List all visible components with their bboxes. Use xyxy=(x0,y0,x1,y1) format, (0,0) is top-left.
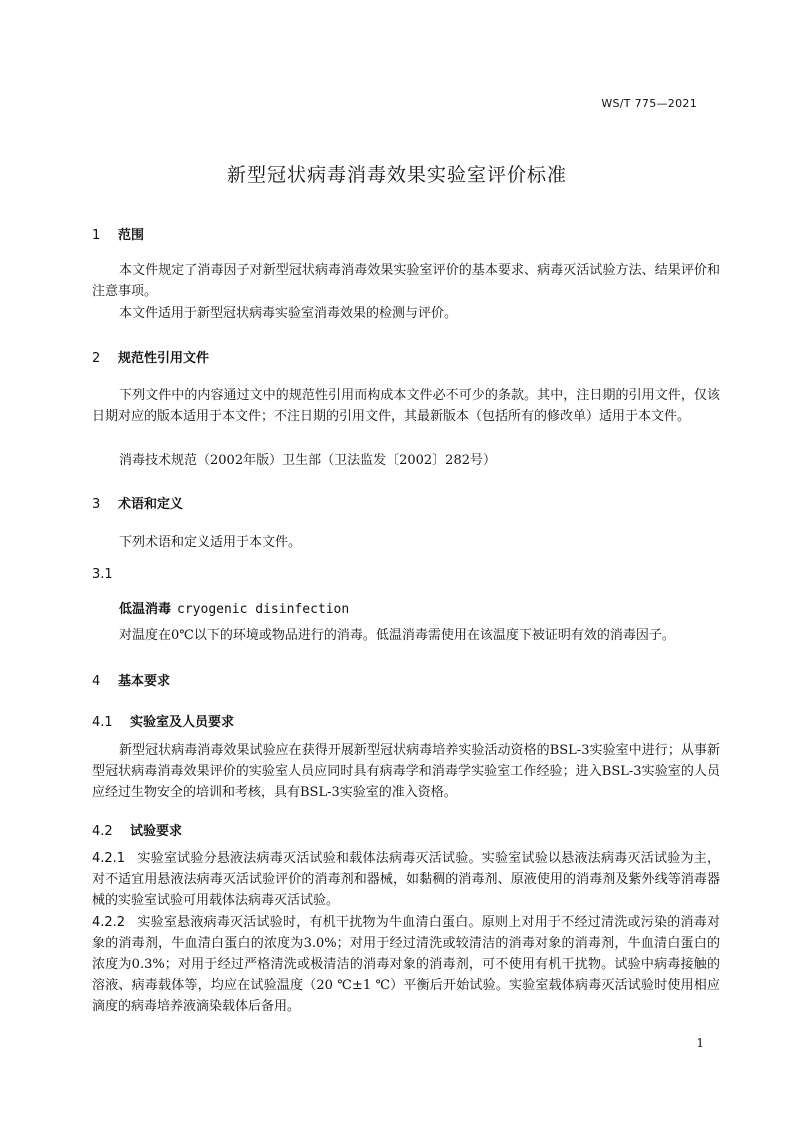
subsection-title: 试验要求 xyxy=(130,824,183,839)
section-number: 2 xyxy=(92,351,101,366)
section-3-heading xyxy=(92,493,183,512)
term-3-1-definition: 对温度在0℃以下的环境或物品进行的消毒。低温消毒需使用在该温度下被证明有效的消毒因子。 xyxy=(119,628,675,643)
term-chinese: 低温消毒 xyxy=(119,602,172,617)
section-2-paragraph-1: 下列文件中的内容通过文中的规范性引用而构成本文件必不可少的条款。其中，注日期的引用文件，仅该日期对应的版本适用于本文件；不注日期的引用文件，其最新版本（包括所有的修改单）适用于本文件。 xyxy=(92,388,720,424)
section-4-heading xyxy=(92,670,170,689)
section-3-paragraph-1: 下列术语和定义适用于本文件。 xyxy=(119,535,302,550)
subsection-number: 4.1 xyxy=(92,715,113,730)
section-number: 4 xyxy=(92,674,101,689)
section-4-1-heading xyxy=(92,711,234,730)
term-3-1-number: 3.1 xyxy=(92,567,113,582)
clause-4-2-2 xyxy=(92,912,720,1017)
section-1-heading xyxy=(92,224,144,243)
section-title: 范围 xyxy=(118,228,145,243)
section-4-2-heading xyxy=(92,820,182,839)
section-4-1-paragraph: 新型冠状病毒消毒效果试验应在获得开展新型冠状病毒培养实验活动资格的BSL-3实验室中进行；从事新型冠状病毒消毒效果评价的实验室人员应同时具有病毒学和消毒学实验室工作经验；进入BSL-3实验室的人员应经过生物安全的培训和考核，具有BSL-3实验室的准入资格。 xyxy=(92,743,720,800)
clause-text: 实验室试验分悬液法病毒灭活试验和载体法病毒灭活试验。实验室试验以悬液法病毒灭活试验为主，对不适宜用悬液法病毒灭活试验评价的消毒剂和器械，如黏稠的消毒剂、原液使用的消毒剂及紫外线等消毒器械的实验室试验可用载体法病毒灭活试验。 xyxy=(92,851,720,908)
section-title: 术语和定义 xyxy=(118,497,184,512)
subsection-number: 4.2 xyxy=(92,824,113,839)
clause-text: 实验室悬液病毒灭活试验时，有机干扰物为牛血清白蛋白。原则上对用于不经过清洗或污染的消毒对象的消毒剂，牛血清白蛋白的浓度为3.0%；对用于经过清洗或较清洁的消毒对象的消毒剂，牛血清白蛋白的浓度为0.3%；对用于经过严格清洗或极清洁的消毒对象的消毒剂，可不使用有机干扰物。试验中病毒接触的溶液、病毒载体等，均应在试验温度（20 ℃±1 ℃）平衡后开始试验。实验室载体病毒灭活试验时使用相应滴度的病毒培养液滴染载体后备用。 xyxy=(92,915,720,1014)
document-title: 新型冠状病毒消毒效果实验室评价标准 xyxy=(226,164,567,186)
page-number: 1 xyxy=(696,1036,704,1050)
term-3-1 xyxy=(119,598,349,617)
section-title: 规范性引用文件 xyxy=(118,351,210,366)
section-2-reference: 消毒技术规范（2002年版）卫生部（卫法监发〔2002〕282号） xyxy=(119,453,496,468)
clause-number: 4.2.1 xyxy=(92,851,126,866)
standard-code: WS/T 775—2021 xyxy=(601,97,697,110)
section-number: 1 xyxy=(92,228,101,243)
section-number: 3 xyxy=(92,497,101,512)
clause-number: 4.2.2 xyxy=(92,915,126,930)
section-2-heading xyxy=(92,347,209,366)
section-1-paragraph-2: 本文件适用于新型冠状病毒实验室消毒效果的检测与评价。 xyxy=(119,306,458,321)
subsection-title: 实验室及人员要求 xyxy=(130,715,235,730)
clause-4-2-1 xyxy=(92,848,720,911)
term-english: cryogenic disinfection xyxy=(177,602,350,617)
section-title: 基本要求 xyxy=(118,674,171,689)
section-1-paragraph-1: 本文件规定了消毒因子对新型冠状病毒消毒效果实验室评价的基本要求、病毒灭活试验方法、结果评价和注意事项。 xyxy=(92,263,720,299)
